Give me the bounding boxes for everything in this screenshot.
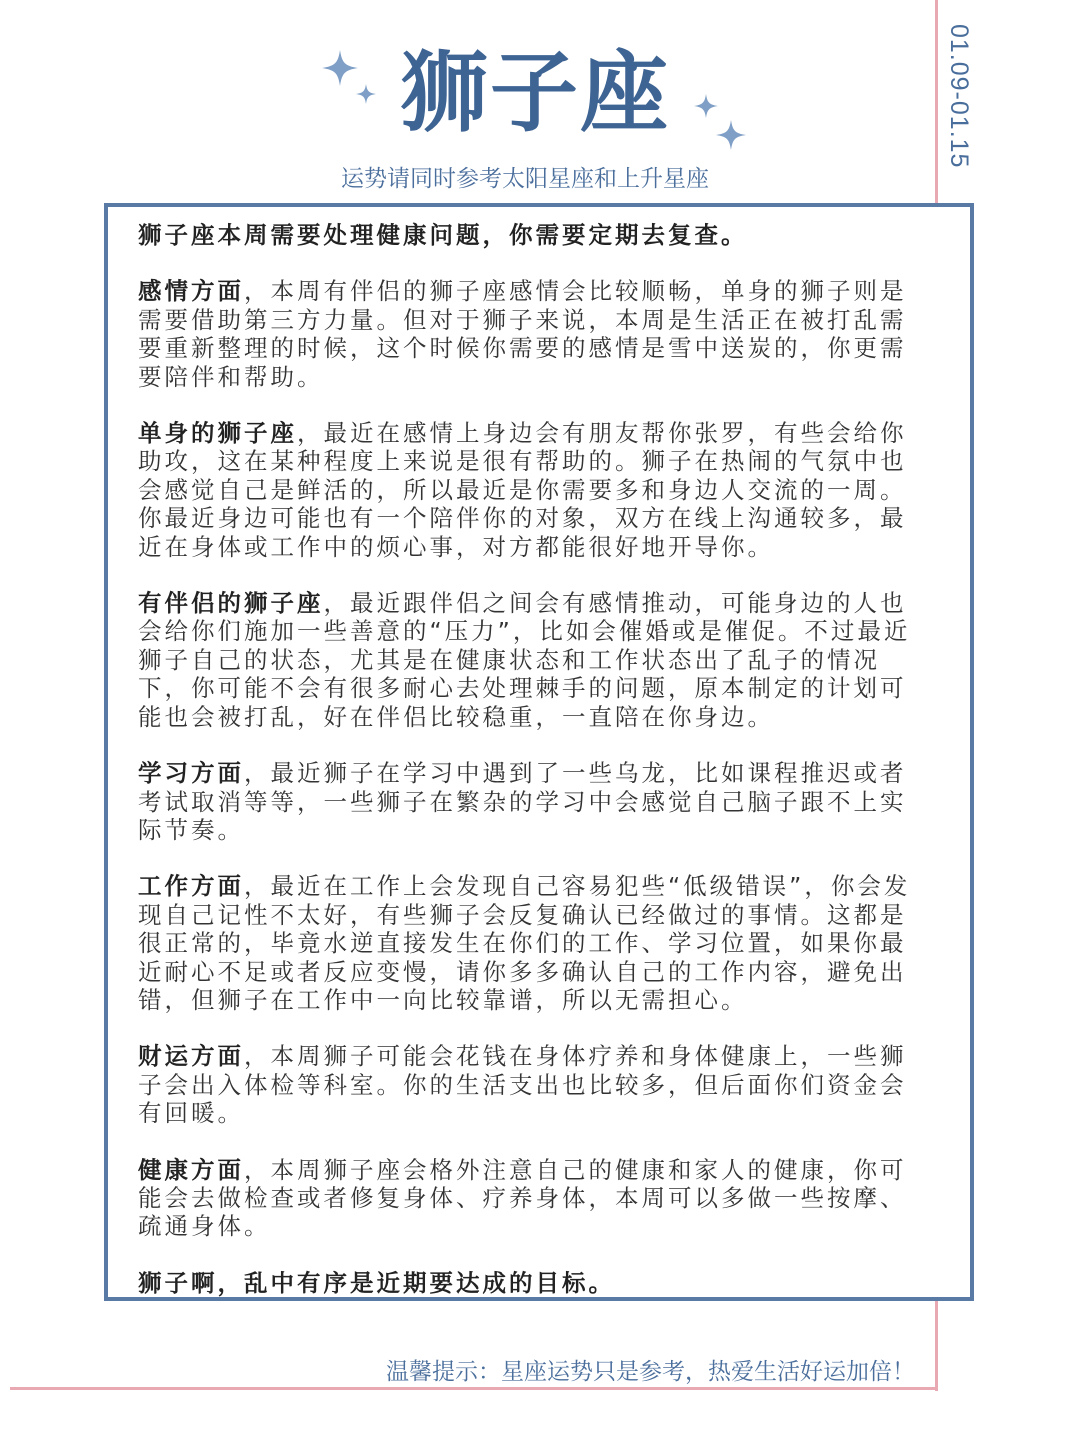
section-text: ，最近在感情上身边会有朋友帮你张罗，有些会给你助攻，这在某种程度上来说是很有帮助的。狮子在热闹的气氛中也会感觉自己是鲜活的，所以最近是你需要多和身边人交流的一周。你最近身边可能也有一个陪伴你的对象，双方在线上沟通较多，最近在身体或工作中的烦心事，对方都能很好地开导你。 [138,419,907,561]
section-lead: 财运方面 [138,1042,244,1071]
section-text: ，本周狮子座会格外注意自己的健康和家人的健康，你可能会去做检查或者修复身体、疗养身体，本周可以多做一些按摩、疏通身体。 [138,1155,907,1241]
section-text: ，最近跟伴侣之间会有感情推动，可能身边的人也会给你们施加一些善意的“压力”，比如会催婚或是催促。不过最近狮子自己的状态，尤其是在健康状态和工作状态出了乱子的情况下，你可能不会有很多耐心去处理棘手的问题，原本制定的计划可能也会被打乱，好在伴侣比较稳重，一直陪在你身边。 [138,589,911,731]
section-lead: 健康方面 [138,1155,244,1184]
section-health [138,1156,918,1241]
section-wealth [138,1042,918,1127]
section-lead: 感情方面 [138,277,244,306]
sparkle-icon [716,120,746,150]
footer-tip: 温馨提示：星座运势只是参考，热爱生活好运加倍！ [386,1359,915,1385]
subtitle: 运势请同时参考太阳星座和上升星座 [341,166,709,192]
section-study [138,759,918,844]
section-text: ，最近狮子在学习中遇到了一些乌龙，比如课程推迟或者考试取消等等，一些狮子在繁杂的学习中会感觉自己脑子跟不上实际节奏。 [138,759,907,844]
section-text: ，本周狮子可能会花钱在身体疗养和身体健康上，一些狮子会出入体检等科室。你的生活支出也比较多，但后面你们资金会有回暖。 [138,1042,907,1128]
section-text: ，最近在工作上会发现自己容易犯些“低级错误”，你会发现自己记性不太好，有些狮子会反复确认已经做过的事情。这都是很正常的，毕竟水逆直接发生在你们的工作、学习位置，如果你最近耐心不足或者反应变慢，请你多多确认自己的工作内容，避免出错，但狮子在工作中一向比较靠谱，所以无需担心。 [138,872,911,1014]
content-box [104,203,974,1301]
intro-line: 狮子座本周需要处理健康问题，你需要定期去复查。 [138,221,748,249]
section-lead: 学习方面 [138,759,244,788]
section-lead: 单身的狮子座 [138,419,297,448]
closing-line: 狮子啊，乱中有序是近期要达成的目标。 [138,1268,615,1297]
section-text: ，本周有伴侣的狮子座感情会比较顺畅，单身的狮子则是需要借助第三方力量。但对于狮子来说，本周是生活正在被打乱需要重新整理的时候，这个时候你需要的感情是雪中送炭的，你更需要陪伴和帮助。 [138,277,907,391]
sparkle-icon [694,94,718,118]
date-range: 01.09-01.15 [945,24,973,169]
page-title: 狮子座 [399,41,670,144]
pink-horizontal-line [10,1387,938,1390]
sparkle-icon [356,84,376,104]
section-lead: 工作方面 [138,872,244,901]
horoscope-text [138,221,918,1325]
section-work [138,872,918,1014]
section-emotion [138,277,918,391]
section-partnered [138,589,918,731]
section-lead: 有伴侣的狮子座 [138,589,324,618]
section-single [138,419,918,561]
sparkle-icon [322,50,358,86]
